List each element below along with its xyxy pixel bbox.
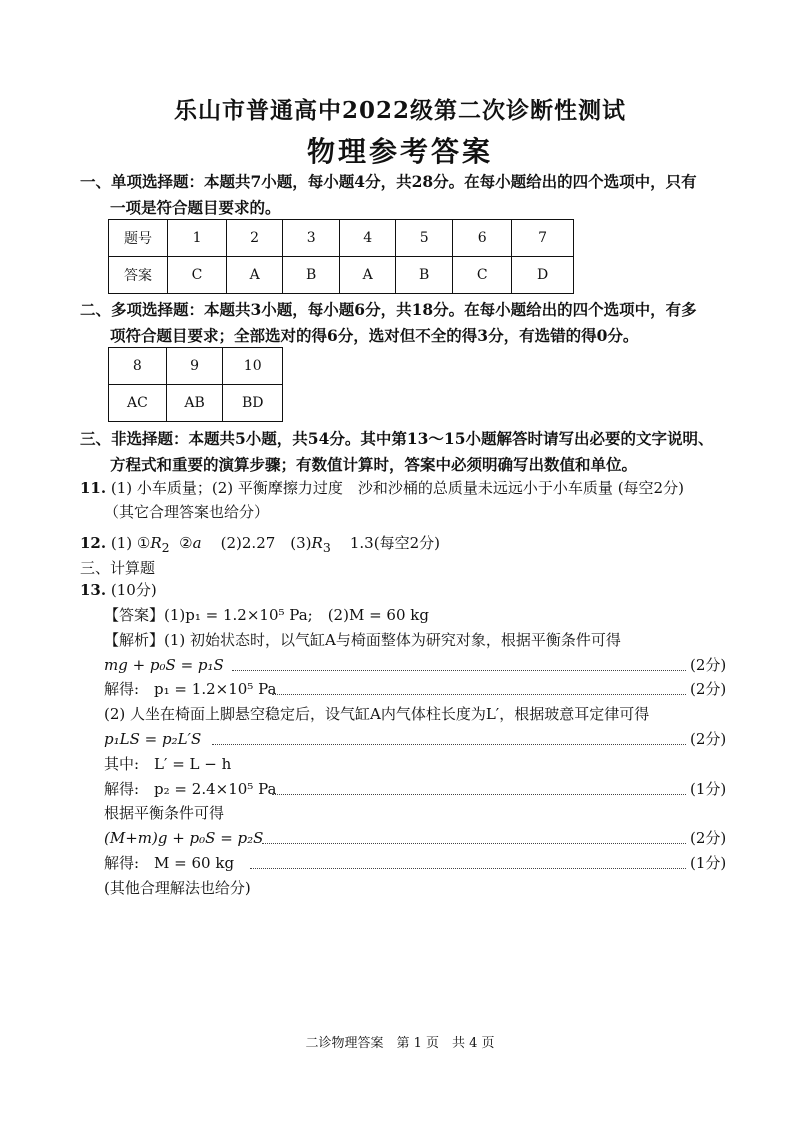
score-5: (1分) [690, 780, 727, 798]
section3-instruction-line1: 三、非选择题：本题共5小题，共54分。其中第13～15小题解答时请写出必要的文字说明、 [80, 429, 714, 448]
score-1: (2分) [690, 656, 727, 674]
q13-header [80, 578, 157, 602]
equation-6: (M+m)g + p₀S = p₂S [104, 829, 264, 847]
section3-instruction-line2: 方程式和重要的演算步骤；有数值计算时，答案中必须明确写出数值和单位。 [110, 455, 638, 474]
multi-choice-table [108, 347, 283, 422]
section2-instruction-line1: 二、多项选择题：本题共3小题，每小题6分，共18分。在每小题给出的四个选项中，有多 [80, 300, 697, 319]
answer-cell: D [512, 257, 574, 294]
table-header-label: 题号 [109, 220, 168, 257]
q11-answer [80, 476, 684, 500]
question-number: 9 [166, 348, 223, 385]
q13-analysis [104, 628, 621, 652]
table-row [109, 257, 574, 294]
question-number: 7 [512, 220, 574, 257]
single-choice-table [108, 219, 574, 294]
equation-7: 解得: M = 60 kg [104, 854, 235, 872]
answer-cell: AC [109, 385, 167, 422]
equation-2: 解得: p₁ = 1.2×10⁵ Pa [104, 680, 277, 698]
section1-instruction-line1: 一、单项选择题：本题共7小题，每小题4分，共28分。在每小题给出的四个选项中，只有 [80, 172, 697, 191]
answer-cell: BD [223, 385, 283, 422]
question-number: 3 [283, 220, 340, 257]
table-row [109, 385, 283, 422]
leader-dots [272, 794, 686, 795]
page-title: 乐山市普通高中2022级第二次诊断性测试 [173, 97, 626, 124]
q12-part3: 1.3(每空2分) [349, 534, 440, 552]
q12-part1-label: (1) ① [110, 534, 151, 552]
answer-cell: B [396, 257, 453, 294]
q12-r2: R [150, 534, 162, 552]
answer-cell: C [168, 257, 227, 294]
answer-cell: A [340, 257, 396, 294]
q13-answer [104, 603, 429, 627]
q12-r2-sub: 2 [161, 540, 170, 555]
page-subtitle: 物理参考答案 [306, 135, 493, 168]
equation-4: 其中: L′ = L − h [104, 755, 232, 773]
q12-part2: (2)2.27 (3) [220, 534, 312, 552]
equation-1: mg + p₀S = p₁S [104, 656, 224, 674]
analysis-label: 【解析】 [104, 631, 165, 649]
page-footer: 二诊物理答案 第 1 页 共 4 页 [305, 1036, 495, 1051]
analysis-text: (1) 初始状态时，以气缸A与椅面整体为研究对象，根据平衡条件可得 [164, 631, 621, 649]
q13-note: (其他合理解法也给分) [104, 879, 251, 897]
leader-dots [272, 694, 686, 695]
balance-text: 根据平衡条件可得 [104, 804, 225, 822]
section1-instruction-line2: 一项是符合题目要求的。 [110, 198, 281, 217]
score-7: (1分) [690, 854, 727, 872]
answer-text: (1)p₁ = 1.2×10⁵ Pa; (2)M = 60 kg [164, 606, 429, 624]
answer-cell: AB [166, 385, 223, 422]
q13-part2-text: (2) 人坐在椅面上脚悬空稳定后，设气缸A内气体柱长度为L′，根据玻意耳定律可得 [104, 705, 650, 723]
equation-5: 解得: p₂ = 2.4×10⁵ Pa [104, 780, 277, 798]
question-number: 5 [396, 220, 453, 257]
question-number: 8 [109, 348, 167, 385]
table-row [109, 220, 574, 257]
score-2: (2分) [690, 680, 727, 698]
table-row [109, 348, 283, 385]
q12-number: 12. [80, 534, 107, 552]
q11-text: (1) 小车质量；(2) 平衡摩擦力过度 沙和沙桶的总质量未远远小于小车质量 (每空2分) [110, 479, 684, 497]
score-3: (2分) [690, 730, 727, 748]
q11-number: 11. [80, 479, 107, 497]
answer-label: 【答案】 [104, 606, 165, 624]
score-6: (2分) [690, 829, 727, 847]
answer-cell: B [283, 257, 340, 294]
leader-dots [212, 744, 686, 745]
answer-cell: C [453, 257, 512, 294]
calc-heading: 三、计算题 [80, 559, 156, 577]
leader-dots [232, 670, 686, 671]
question-number: 1 [168, 220, 227, 257]
equation-3: p₁LS = p₂L′S [104, 730, 202, 748]
table-answer-label: 答案 [109, 257, 168, 294]
leader-dots [262, 843, 686, 844]
q12-a: a [192, 534, 202, 552]
question-number: 2 [227, 220, 283, 257]
q13-number: 13. [80, 581, 107, 599]
question-number: 10 [223, 348, 283, 385]
q12-r3-sub: 3 [322, 540, 331, 555]
q11-note: （其它合理答案也给分） [104, 503, 270, 521]
question-number: 4 [340, 220, 396, 257]
q12-part2-label: ② [179, 534, 193, 552]
leader-dots [250, 868, 686, 869]
answer-cell: A [227, 257, 283, 294]
q13-points: (10分) [110, 581, 157, 599]
q12-r3: R [311, 534, 323, 552]
section2-instruction-line2: 项符合题目要求；全部选对的得6分，选对但不全的得3分，有选错的得0分。 [110, 326, 639, 345]
question-number: 6 [453, 220, 512, 257]
